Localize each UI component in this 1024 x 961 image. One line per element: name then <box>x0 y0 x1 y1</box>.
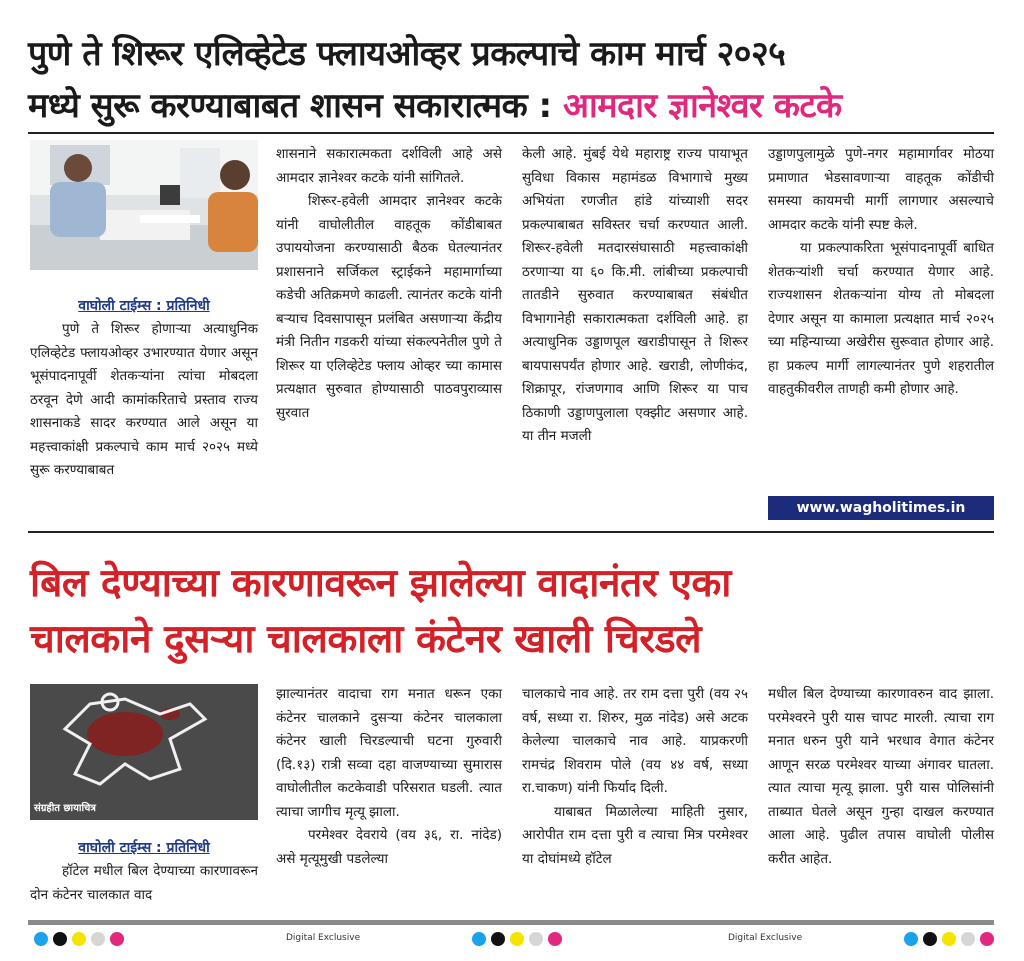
divider-middle <box>28 531 994 533</box>
headline-1-line-2-main: मध्ये सुरू करण्याबाबत शासन सकारात्मक : <box>28 86 563 126</box>
story-1-col-4-para-1: उड्डाणपुलामुळे पुणे-नगर महामार्गावर मोठया प्रमाणात भेडसावणाऱ्या वाहतूक कोंडीची समस्या कायमची मार्गी लागणार असल्याचे आमदार कटके यांनी स्पष्ट केले. <box>768 146 994 233</box>
color-dot <box>110 932 124 946</box>
story-1-col-2-para-2: शिरूर-हवेली आमदार ज्ञानेश्वर कटके यांनी वाघोलीतील वाहतूक कोंडीबाबत उपाययोजना करण्यासाठी बैठक घेतल्यानंतर प्रशासनाने सर्जिकल स्ट्राईकने महामार्गाच्या कडेची अतिक्रमणे काढली. त्यानंतर कटके यांनी बऱ्याच दिवसापासून प्रलंबित असणाऱ्या केंद्रीय मंत्री नितीन गडकरी यांच्या संकल्पनेतील पुणे ते शिरूर या एलिव्हेटेड फ्लाय ओव्हर च्या कामास प्रत्यक्षात सुरुवात होण्यासाठी पाठवपुराव्यास सुरवात <box>276 193 502 421</box>
color-dot <box>529 932 543 946</box>
color-dot <box>904 932 918 946</box>
color-dot <box>510 932 524 946</box>
headline-1-line-1: पुणे ते शिरूर एलिव्हेटेड फ्लायओव्हर प्रकल्पाचे काम मार्च २०२५ <box>28 34 786 74</box>
headline-2-line-2: चालकाने दुसऱ्या चालकाला कंटेनर खाली चिरडले <box>30 617 702 662</box>
color-dot <box>942 932 956 946</box>
color-dot <box>491 932 505 946</box>
divider-top <box>28 132 994 134</box>
story-2-column-3 <box>522 683 748 871</box>
color-dot <box>923 932 937 946</box>
meeting-photo <box>30 140 258 270</box>
story-2-byline: वाघोली टाईम्स : प्रतिनिधी <box>78 840 210 856</box>
headline-1-highlight: आमदार ज्ञानेश्वर कटके <box>562 86 842 126</box>
headline-1-line-2 <box>28 80 1008 132</box>
story-2-col-1-text: हॉटेल मधील बिल देण्याच्या कारणावरून दोन कंटेनर चालकात वाद <box>30 863 258 903</box>
story-2-col-4-text: मधील बिल देण्याच्या कारणावरुन वाद झाला. परमेश्वरने पुरी यास चापट मारली. त्याचा राग मनात धरुन पुरी याने भरधाव वेगात कंटेनर आणून सरळ परमेश्वर याच्या अंगावर घातला. त्यात त्याचा मृत्यू झाला. पुरी यास पोलिसांनी ताब्यात घेतले असून गुन्हा दाखल करण्यात आला आहे. पुढील तपास वाघोली पोलीस करीत आहेत. <box>768 686 994 867</box>
story-2-col-2-para-2: परमेश्वर देवराये (वय ३६, रा. नांदेड) असे मृत्यूमुखी पडलेल्या <box>276 827 502 867</box>
color-dot <box>53 932 67 946</box>
story-1-column-2 <box>276 143 502 425</box>
color-dots-left <box>34 932 124 946</box>
footer-label-left: Digital Exclusive <box>286 933 361 943</box>
story-2-col-3-para-2: याबाबत मिळालेल्या माहिती नुसार, आरोपीत राम दत्ता पुरी व त्याचा मित्र परमेश्वर या दोघांमध्ये हॉटेल <box>522 803 748 867</box>
color-dots-right <box>904 932 994 946</box>
story-2-column-2 <box>276 683 502 871</box>
story-2-col-2-para-1: झाल्यानंतर वादाचा राग मनात धरून एका कंटेनर चालकाने दुसऱ्या कंटेनर चालकाला कंटेनर खाली चिरडल्याची घटना गुरुवारी (दि.१३) रात्री सव्वा दहा वाजण्याच्या सुमारास वाघोलीतील कटकेवाडी परिसरात घडली. त्यात त्याचा जागीच मृत्यू झाला. <box>276 686 502 820</box>
headline-story-1 <box>28 28 1008 132</box>
story-1-col-3-text: केली आहे. मुंबई येथे महाराष्ट्र राज्य पायाभूत सुविधा विकास महामंडळ विभागाचे मुख्य अभियंता रणजीत हांडे यांच्याशी सदर प्रकल्पाबाबत सविस्तर चर्चा करण्यात आली. शिरूर-हवेली मतदारसंघासाठी महत्त्वाकांक्षी ठरणाऱ्या या ६० कि.मी. लांबीच्या प्रकल्पाची तातडीने सुरुवात करण्याबाबत संबंधीत विभागानेही सकारात्मकता दर्शविली आहे. हा अत्याधुनिक उड्डाणपूल खराडीपासून ते शिरूर बायपासपर्यंत होणार आहे. खराडी, लोणीकंद, शिक्रापूर, रांजणगाव आणि शिरूर या पाच ठिकाणी उड्डाणपुलाला एक्झीट असणार आहे. या तीन मजली <box>522 146 748 444</box>
color-dot <box>548 932 562 946</box>
footer-label-right: Digital Exclusive <box>728 933 803 943</box>
color-dot <box>980 932 994 946</box>
story-2-col-3-para-1: चालकाचे नाव आहे. तर राम दत्ता पुरी (वय २५ वर्ष, सध्या रा. शिरुर, मुळ नांदेड) असे अटक केलेल्या चालकाचे नाव आहे. याप्रकरणी रामचंद्र शिवराम पोले (वय ४४ वर्ष, सध्या रा.चाकण) यांनी फिर्याद दिली. <box>522 686 748 796</box>
story-1-col-4-para-2: या प्रकल्पाकरिता भूसंपादनापूर्वी बाधित शेतकऱ्यांशी चर्चा करण्यात येणार आहे. राज्यशासन शेतकऱ्यांना योग्य तो मोबदला देणार असून या कामाला प्रत्यक्षात मार्च २०२५ च्या महिन्याच्या अखेरीस सुरूवात होणार आहे. हा प्रकल्प मार्गी लागल्यानंतर पुणे शहरातील वाहतुकीवरील ताणही कमी होणार आहे. <box>768 240 994 397</box>
color-dots-center <box>472 932 562 946</box>
story-1-col-2-para-1: शासनाने सकारात्मकता दर्शविली आहे असे आमदार ज्ञानेश्वर कटके यांनी सांगितले. <box>276 146 502 186</box>
footer-bar <box>28 920 994 925</box>
color-dot <box>961 932 975 946</box>
photo-caption: संग्रहीत छायाचित्र <box>34 803 96 814</box>
headline-2-line-1: बिल देण्याच्या कारणावरून झालेल्या वादानंतर एका <box>30 561 731 606</box>
story-2-column-1 <box>30 860 258 907</box>
story-1-col-1-text: पुणे ते शिरूर होणाऱ्या अत्याधुनिक एलिव्हेटेड फ्लायओव्हर उभारण्यात येणार असून भूसंपादनापूर्वी शेतकऱ्यांना त्यांचा मोबदला ठरवून देणे आदी कामांकरिताचे प्रस्ताव राज्य शासनाकडे सादर करण्यात आले असून या महत्त्वाकांक्षी प्रकल्पाचे काम मार्च २०२५ मध्ये सुरू करण्याबाबत <box>30 321 258 478</box>
meeting-photo-image <box>30 140 258 270</box>
color-dot <box>472 932 486 946</box>
story-1-column-4 <box>768 143 994 402</box>
website-badge: www.wagholitimes.in <box>768 496 994 520</box>
headline-story-2 <box>30 556 1010 668</box>
story-1-column-1 <box>30 318 258 483</box>
story-1-byline: वाघोली टाईम्स : प्रतिनिधी <box>78 298 210 314</box>
story-2-column-4 <box>768 683 994 871</box>
story-1-column-3 <box>522 143 748 449</box>
color-dot <box>34 932 48 946</box>
color-dot <box>91 932 105 946</box>
color-dot <box>72 932 86 946</box>
